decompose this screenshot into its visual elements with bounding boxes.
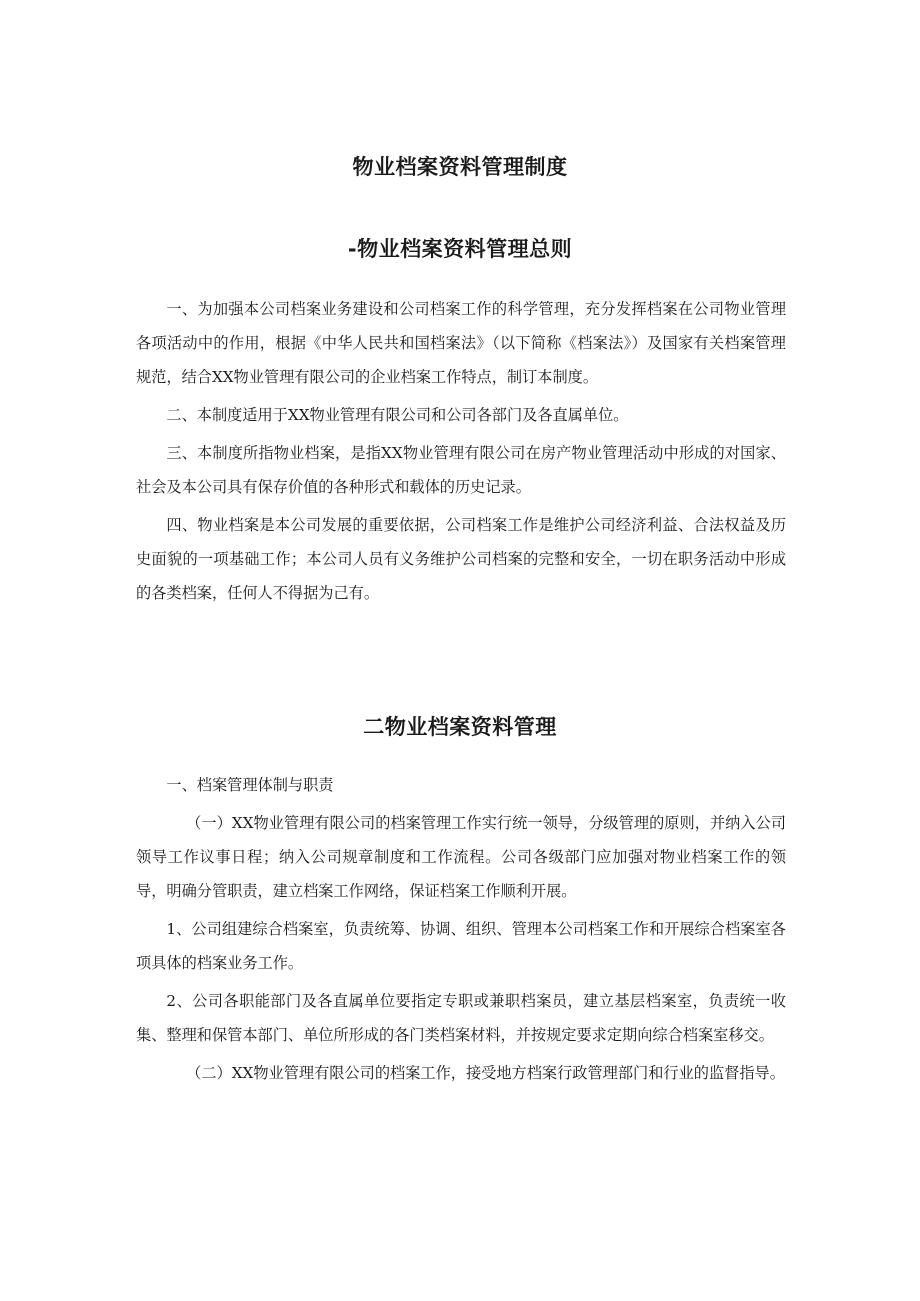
paragraph: 二、本制度适用于XX物业管理有限公司和公司各部门及各直属单位。 bbox=[166, 406, 629, 424]
paragraph: 四、物业档案是本公司发展的重要依据，公司档案工作是维护公司经济利益、合法权益及历史面貌的一项基础工作；本公司人员有义务维护公司档案的完整和安全，一切在职务活动中形成的各类档案，任何人不得据为己有。 bbox=[136, 516, 786, 602]
paragraph: （二）XX物业管理有限公司的档案工作，接受地方档案行政管理部门和行业的监督指导。 bbox=[186, 1064, 785, 1082]
paragraph: （一）XX物业管理有限公司的档案管理工作实行统一领导，分级管理的原则，并纳入公司领导工作议事日程；纳入公司规章制度和工作流程。公司各级部门应加强对物业档案工作的领导，明确分管职责，建立档案工作网络，保证档案工作顺利开展。 bbox=[136, 814, 786, 900]
paragraph: 2、公司各职能部门及各直属单位要指定专职或兼职档案员，建立基层档案室，负责统一收集、整理和保管本部门、单位所形成的各门类档案材料，并按规定要求定期向综合档案室移交。 bbox=[136, 992, 786, 1044]
paragraph: 一、为加强本公司档案业务建设和公司档案工作的科学管理，充分发挥档案在公司物业管理各项活动中的作用，根据《中华人民共和国档案法》（以下简称《档案法》）及国家有关档案管理规范，结合XX物业管理有限公司的企业档案工作特点，制订本制度。 bbox=[136, 300, 786, 386]
section-heading-archive-management: 二物业档案资料管理 bbox=[363, 715, 557, 739]
paragraph: 1、公司组建综合档案室，负责统筹、协调、组织、管理本公司档案工作和开展综合档案室各项具体的档案业务工作。 bbox=[136, 920, 786, 972]
section-body-archive-management bbox=[136, 768, 786, 1090]
section-body-general-rules bbox=[136, 292, 786, 610]
document-title: 物业档案资料管理制度 bbox=[352, 155, 568, 179]
paragraph: 三、本制度所指物业档案，是指XX物业管理有限公司在房产物业管理活动中形成的对国家、社会及本公司具有保存价值的各种形式和载体的历史记录。 bbox=[136, 444, 786, 496]
section-heading-general-rules: -物业档案资料管理总则 bbox=[347, 237, 573, 261]
paragraph: 一、档案管理体制与职责 bbox=[166, 776, 334, 794]
